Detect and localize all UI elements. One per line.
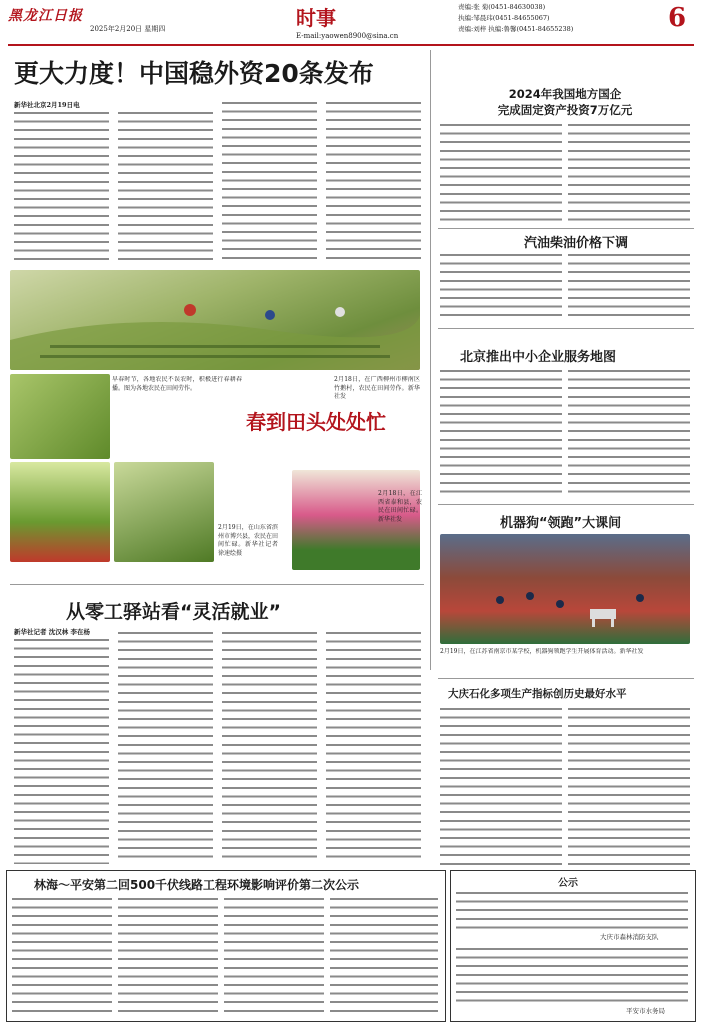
spring-caption-2: 2月18日，在广西柳州市柳南区竹鹅村，农民在田间劳作。新华社发 [334, 376, 420, 401]
right-rule-2 [438, 328, 694, 329]
beijing-col1 [440, 368, 562, 498]
spring-caption-4: 2月18日，在江西省泰和县，农民在田间忙碌。新华社发 [378, 490, 422, 523]
greenhouse-photo [10, 374, 110, 459]
newspaper-logo: 黑龙江日报 [8, 8, 83, 24]
lead-col2 [118, 110, 213, 260]
qing-headline: 大庆石化多项生产指标创历史最好水平 [448, 688, 627, 700]
invest-col2 [568, 122, 690, 222]
robodog-caption: 2月19日，在江苏省南京市某学校，机器狗领跑学生开展体育活动。新华社发 [440, 648, 644, 655]
robodog-photo [440, 534, 690, 644]
notice1-sign: 大庆市森林消防支队 [600, 933, 659, 941]
qing-col1 [440, 706, 562, 866]
fuel-col1 [440, 252, 562, 322]
beijing-col2 [568, 368, 690, 498]
issue-date: 2025年2月20日 星期四 [90, 25, 166, 33]
seedling-photo [114, 462, 214, 562]
env-col2 [118, 896, 218, 1016]
lead-col1 [14, 110, 109, 260]
spring-title: 春到田头处处忙 [246, 410, 386, 434]
review-info: 责编:刘梓 执编:鲁馨(0451-84655238) [458, 25, 574, 33]
lead-headline: 更大力度！中国稳外资20条发布 [14, 59, 374, 88]
env-col3 [224, 896, 324, 1016]
robodog-headline: 机器狗“领跑”大课间 [500, 516, 622, 531]
lead-col4 [326, 100, 421, 260]
section-title: 时事 [296, 6, 336, 30]
page-number: 6 [668, 3, 687, 33]
fuel-headline: 汽油柴油价格下调 [524, 236, 629, 251]
section-email: E-mail:yaowen8900@sina.cn [296, 32, 399, 40]
beijing-headline: 北京推出中小企业服务地图 [460, 350, 617, 365]
env-col1 [12, 896, 112, 1016]
employment-rule [10, 584, 424, 585]
lead-byline: 新华社北京2月19日电 [14, 101, 80, 109]
column-divider [430, 50, 431, 670]
emp-col3 [222, 630, 317, 864]
employment-headline: 从零工驿站看“灵活就业” [66, 601, 281, 623]
right-rule-4 [438, 678, 694, 679]
lead-col3 [222, 100, 317, 260]
notice2-sign: 平安市水务局 [626, 1007, 665, 1015]
invest-col1 [440, 122, 562, 222]
header-rule [8, 44, 694, 46]
public-notice-title: 公示 [558, 878, 578, 889]
right-rule-1 [438, 228, 694, 229]
notice1-body [456, 890, 688, 930]
qing-col2 [568, 706, 690, 866]
photo-editor-info: 执编:邹晨玮(0451-84655067) [458, 14, 550, 22]
robodog-illustration [440, 534, 690, 644]
emp-col2 [118, 630, 213, 864]
emp-col4 [326, 630, 421, 864]
farm-field-photo-1 [10, 270, 420, 370]
env-notice-title: 林海～平安第二回500千伏线路工程环境影响评价第二次公示 [34, 878, 360, 892]
env-col4 [330, 896, 438, 1016]
farmers-illustration [10, 270, 420, 370]
editor-info: 责编:张 菊(0451-84630038) [458, 3, 546, 11]
spring-caption-3: 2月19日，在山东省滨州市博兴县，农民在田间忙碌。新华社记者 徐速绘摄 [218, 524, 278, 557]
right-rule-3 [438, 504, 694, 505]
invest-headline: 2024年我国地方国企 完成固定资产投资7万亿元 [497, 87, 633, 117]
emp-col1 [14, 637, 109, 864]
fuel-col2 [568, 252, 690, 322]
employment-byline: 新华社记者 沈汉林 李在杨 [14, 628, 91, 636]
tomato-photo [10, 462, 110, 562]
notice2-body [456, 946, 688, 1002]
spring-caption-1: 早春时节，各地农民不误农时，积极进行春耕春播。图为各地农民在田间劳作。 [112, 376, 242, 392]
